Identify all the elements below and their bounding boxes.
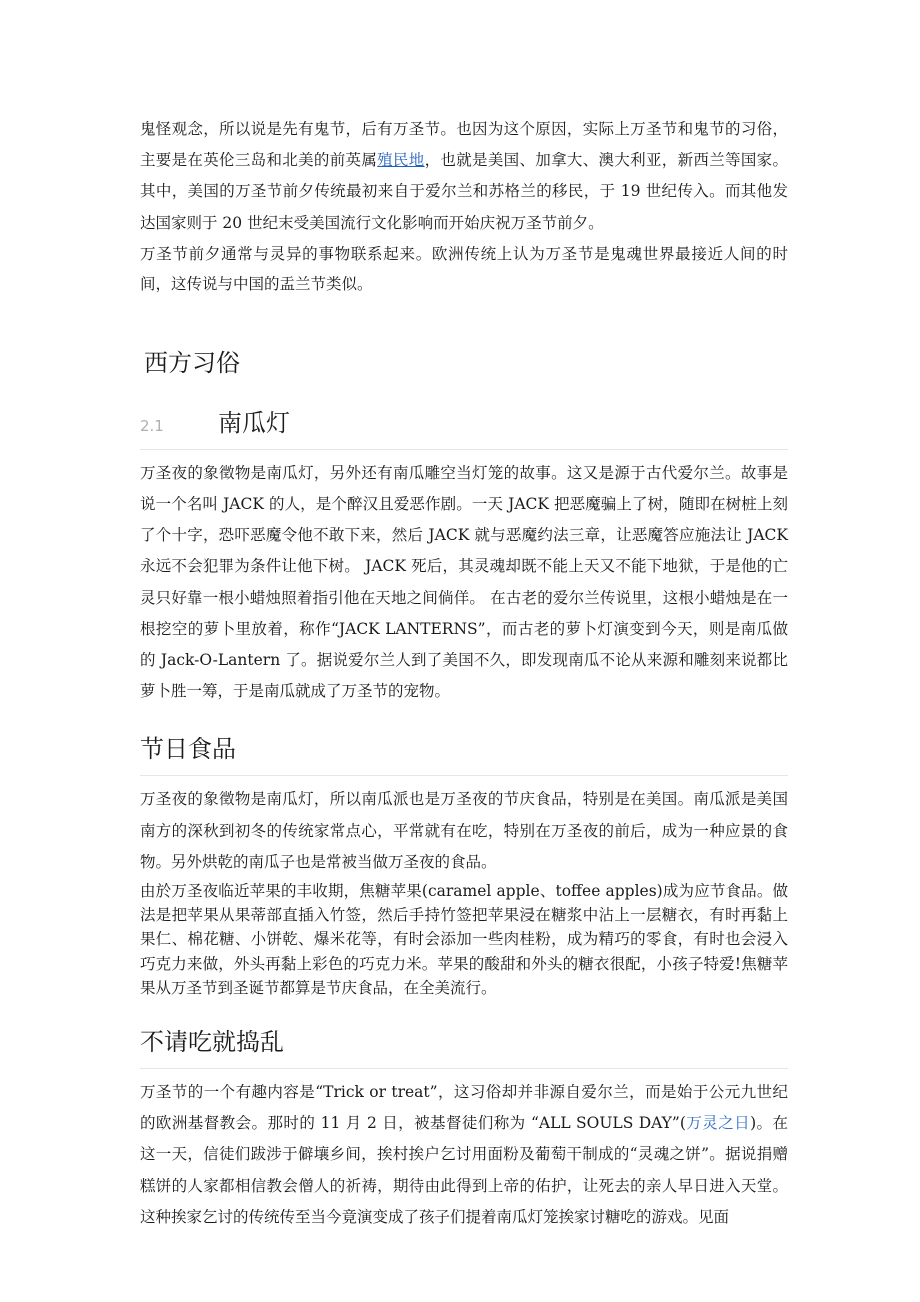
trick-paragraph bbox=[140, 1077, 788, 1233]
trick-text-a: 万圣节的一个有趣内容是“Trick or treat”，这习俗却并非源自爱尔兰，而是始于公元九世纪的欧洲基督教会。那时的 11 月 2 日，被基督徒们称为 “ALL SOULS DAY”( bbox=[140, 1082, 788, 1133]
colony-link[interactable]: 殖民地 bbox=[377, 151, 425, 170]
heading-festival-food: 节日食品 bbox=[140, 735, 236, 764]
section-number: 2.1 bbox=[140, 416, 164, 435]
heading-western-customs: 西方习俗 bbox=[144, 348, 240, 377]
document-content bbox=[140, 114, 788, 1233]
food-paragraph-1: 万圣夜的象徵物是南瓜灯，所以南瓜派也是万圣夜的节庆食品，特别是在美国。南瓜派是美国南方的深秋到初冬的传统家常点心，平常就有在吃，特别在万圣夜的前后，成为一种应景的食物。另外烘乾的南瓜子也是常被当做万圣夜的食品。 bbox=[140, 790, 788, 872]
heading-divider bbox=[140, 775, 788, 776]
heading-trick-or-treat: 不请吃就捣乱 bbox=[140, 1027, 284, 1056]
intro-text-a: 鬼怪观念，所以说是先有鬼节，后有万圣节。也因为这个原因，实际上万圣节和鬼节的习俗，主要是在英伦三岛和北美的前英属 bbox=[140, 120, 788, 170]
section-title: 南瓜灯 bbox=[218, 408, 290, 437]
intro-paragraph-2: 万圣节前夕通常与灵异的事物联系起来。欧洲传统上认为万圣节是鬼魂世界最接近人间的时间，这传说与中国的盂兰节类似。 bbox=[140, 244, 788, 294]
intro-text-b: ，也就是美国、加拿大、澳大利亚，新西兰等国家。其中，美国的万圣节前夕传统最初来自于爱尔兰和苏格兰的移民，于 19 世纪传入。而其他发达国家则于 20 世纪末受美国流行文化影响而开始庆祝万圣节前夕。 bbox=[140, 151, 788, 232]
intro-paragraph-1 bbox=[140, 114, 788, 239]
heading-divider bbox=[140, 1068, 788, 1069]
all-souls-link[interactable]: 万灵之日 bbox=[685, 1114, 751, 1133]
heading-divider bbox=[140, 449, 788, 450]
food-paragraph-2: 由於万圣夜临近苹果的丰收期，焦糖苹果(caramel apple、toffee apples)成为应节食品。做法是把苹果从果蒂部直插入竹签，然后手持竹签把苹果浸在糖浆中沾上一层糖衣，有时再黏上果仁、棉花糖、小饼乾、爆米花等，有时会添加一些肉桂粉，成为精巧的零食，有时也会浸入巧克力来做，外头再黏上彩色的巧克力米。苹果的酸甜和外头的糖衣很配，小孩子特爱!焦糖苹果从万圣节到圣诞节都算是节庆食品，在全美流行。 bbox=[140, 881, 788, 997]
heading-pumpkin-lantern bbox=[140, 403, 788, 438]
trick-text-b: )。在这一天，信徒们跋涉于僻壤乡间，挨村挨户乞讨用面粉及葡萄干制成的“灵魂之饼”。据说捐赠糕饼的人家都相信教会僧人的祈祷，期待由此得到上帝的佑护，让死去的亲人早日进入天堂。这种挨家乞讨的传统传至当今竟演变成了孩子们提着南瓜灯笼挨家讨糖吃的游戏。见面 bbox=[140, 1114, 788, 1226]
lantern-paragraph: 万圣夜的象徵物是南瓜灯，另外还有南瓜雕空当灯笼的故事。这又是源于古代爱尔兰。故事是说一个名叫 JACK 的人，是个醉汉且爱恶作剧。一天 JACK 把恶魔骗上了树，随即在树桩上刻了个十字，恐吓恶魔令他不敢下来，然后 JACK 就与恶魔约法三章，让恶魔答应施法让 JACK 永远不会犯罪为条件让他下树。 JACK 死后，其灵魂却既不能上天又不能下地狱，于是他的亡灵只好靠一根小蜡烛照着指引他在天地之间倘佯。 在古老的爱尔兰传说里，这根小蜡烛是在一根挖空的萝卜里放着，称作“JACK LANTERNS”，而古老的萝卜灯演变到今天，则是南瓜做的 Jack-O-Lantern 了。据说爱尔兰人到了美国不久，即发现南瓜不论从来源和雕刻来说都比萝卜胜一筹，于是南瓜就成了万圣节的宠物。 bbox=[140, 463, 788, 701]
